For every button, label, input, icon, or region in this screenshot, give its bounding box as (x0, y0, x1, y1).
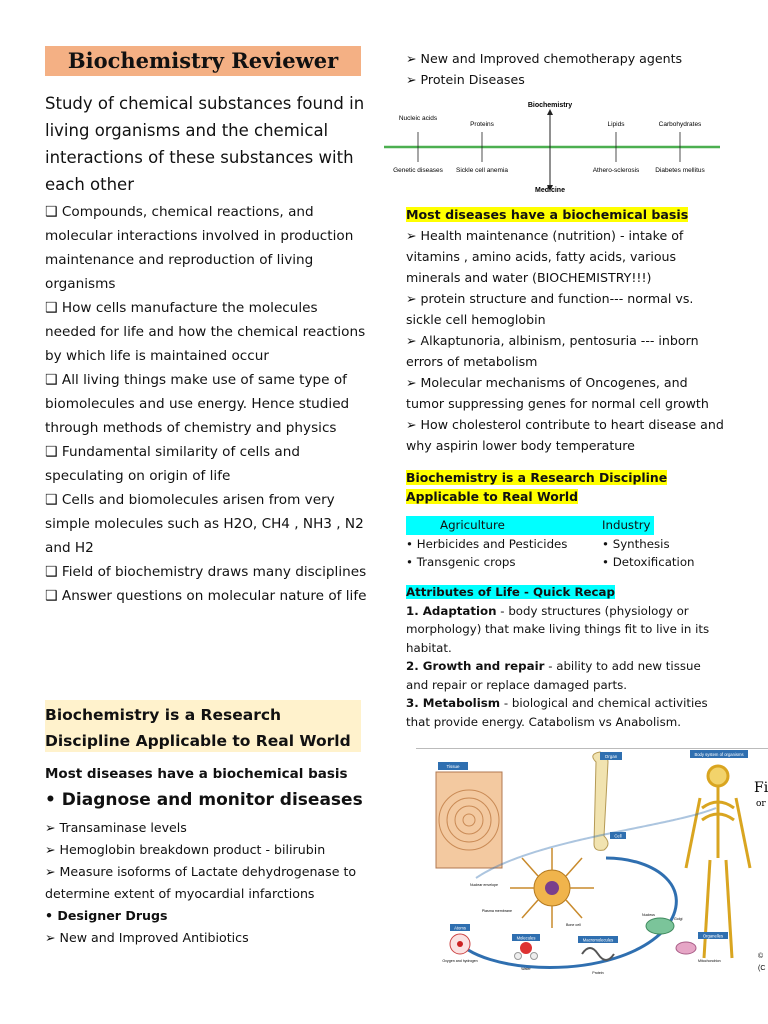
label-nucleus: Nucleus (642, 913, 655, 917)
applications-table (406, 516, 724, 572)
attribute-item: 1. Adaptation - body structures (physiology or morphology) that make living things fit to live in its habitat. (406, 603, 710, 655)
label-plasma-membrane: Plasma membrane (481, 909, 512, 913)
tissue-image (436, 772, 502, 868)
intro-paragraph: Study of chemical substances found in living organisms and the chemical interactions of these substances with each other (45, 94, 365, 194)
page-title: Biochemistry Reviewer (67, 48, 339, 73)
right-diseases-section (406, 204, 728, 456)
biochemistry-medicine-diagram (384, 100, 720, 192)
checkbox-bullet-icon: ❑ (45, 444, 58, 460)
node-lipids: Lipids (607, 121, 625, 128)
table-header-industry: Industry (602, 516, 654, 535)
list-item: ➢ Health maintenance (nutrition) - intake of vitamins , amino acids, fatty acids, various minerals and water (BIOCHEMISTRY!!!) (406, 228, 684, 285)
right-research-heading-wrap (406, 468, 724, 506)
table-header-agriculture: Agriculture (406, 516, 602, 535)
attribute-item: 3. Metabolism - biological and chemical activities that provide energy. Catabolism vs Anabolism. (406, 696, 708, 729)
table-header-row (406, 516, 724, 535)
bullet-item: ❑ All living things make use of same type of biomolecules and use energy. Hence studied through methods of chemistry and physics (45, 372, 350, 436)
list-item: ➢ Measure isoforms of Lactate dehydrogenase to determine extent of myocardial infarctions (45, 864, 357, 901)
list-item: ➢ Molecular mechanisms of Oncogenes, and tumor suppressing genes for normal cell growth (406, 375, 709, 411)
list-item: ➢ New and Improved Antibiotics (45, 930, 249, 945)
label-organelles: Organelles (702, 933, 724, 939)
levels-of-organization-figure (416, 748, 768, 984)
organelle-image (646, 918, 674, 934)
table-cell: • Herbicides and Pesticides (406, 536, 568, 551)
label-mitochondrion: Mitochondrion (698, 959, 721, 963)
bullet-item: ❑ Field of biochemistry draws many disciplines (45, 564, 367, 580)
label-cell: Cell (614, 833, 622, 839)
label-water: Water (521, 967, 531, 971)
table-cell: • Synthesis (602, 536, 670, 551)
chart-top-label: Biochemistry (527, 102, 573, 109)
top-list (406, 48, 728, 90)
figure-copyright-fragment: © (758, 953, 764, 960)
research-heading: Biochemistry is a Research Discipline Applicable to Real World (45, 706, 351, 750)
list-item: ➢ Hemoglobin breakdown product - bilirubin (45, 842, 326, 857)
node-genetic-diseases: Genetic diseases (393, 167, 443, 174)
label-body-system: Body system of organisms (694, 752, 744, 757)
node-carbohydrates: Carbohydrates (658, 121, 702, 128)
checkbox-bullet-icon: ❑ (45, 372, 58, 388)
checkbox-bullet-icon: ❑ (45, 492, 58, 508)
bullet-item: ❑ How cells manufacture the molecules needed for life and how the chemical reactions by which life is maintained occur (45, 300, 366, 364)
node-diabetes: Diabetes mellitus (655, 167, 705, 174)
bullet-item: ❑ Cells and biomolecules arisen from very simple molecules such as H2O, CH4 , NH3 , N2 and H2 (45, 492, 364, 556)
table-cell: • Transgenic crops (406, 555, 516, 569)
bullet-item: ❑ Answer questions on molecular nature of life (45, 588, 367, 604)
chart-bottom-label: Medicine (535, 187, 565, 192)
figure-caption-fragment: Fi (754, 780, 768, 796)
bullet-item: ❑ Fundamental similarity of cells and speculating on origin of life (45, 444, 300, 484)
attributes-heading: Attributes of Life - Quick Recap (406, 585, 615, 599)
diagnose-heading: • Diagnose and monitor diseases (45, 790, 363, 810)
label-tissue: Tissue (446, 764, 460, 769)
label-macromolecules: Macromolecules (582, 937, 614, 943)
checkbox-bullet-icon: ❑ (45, 588, 58, 604)
node-sickle-cell: Sickle cell anemia (455, 167, 509, 174)
list-item: ➢ protein structure and function--- normal vs. sickle cell hemoglobin (406, 291, 694, 327)
node-proteins: Proteins (470, 121, 494, 128)
designer-drugs-heading: • Designer Drugs (45, 908, 168, 923)
attributes-section (406, 583, 724, 731)
arrow-head-up-icon (547, 109, 553, 115)
checkbox-bullet-icon: ❑ (45, 300, 58, 316)
diagnose-list (45, 817, 367, 949)
label-golgi: Golgi (674, 917, 683, 921)
label-oxygen-hydrogen: Oxygen and hydrogen (442, 959, 478, 963)
label-nuclear-envelope: Nuclear envelope (470, 883, 498, 887)
table-row (406, 553, 724, 572)
checkbox-bullet-icon: ❑ (45, 204, 58, 220)
list-item: ➢ Transaminase levels (45, 820, 187, 835)
checkbox-bullet-icon: ❑ (45, 564, 58, 580)
node-nucleic-acids: Nucleic acids (398, 115, 438, 122)
bullet-item: ❑ Compounds, chemical reactions, and molecular interactions involved in production maintenance and reproduction of living organisms (45, 204, 354, 292)
node-atherosclerosis: Athero-sclerosis (592, 167, 640, 174)
list-item: ➢ Alkaptunoria, albinism, pentosuria --- inborn errors of metabolism (406, 333, 699, 369)
attribute-item: 2. Growth and repair - ability to add new tissue and repair or replace damaged parts. (406, 659, 701, 692)
right-diseases-heading: Most diseases have a biochemical basis (406, 207, 689, 222)
right-research-heading: Biochemistry is a Research Discipline Applicable to Real World (406, 470, 668, 504)
bullet-list (45, 200, 367, 608)
label-atoms: Atoms (454, 925, 466, 931)
list-item: ➢ New and Improved chemotherapy agents (406, 51, 683, 66)
label-bone-cell: Bone cell (566, 923, 581, 927)
label-organ: Organ (604, 754, 618, 759)
label-protein: Protein (592, 971, 604, 975)
list-item: ➢ Protein Diseases (406, 72, 525, 87)
figure-copyright-fragment-2: (C (758, 965, 766, 972)
list-item: ➢ How cholesterol contribute to heart disease and why aspirin lower body temperature (406, 417, 724, 453)
table-cell: • Detoxification (602, 555, 695, 569)
figure-caption-fragment-2: or (756, 799, 766, 809)
table-row (406, 535, 724, 554)
diseases-heading: Most diseases have a biochemical basis (45, 766, 348, 782)
label-molecules: Molecules (516, 935, 536, 941)
